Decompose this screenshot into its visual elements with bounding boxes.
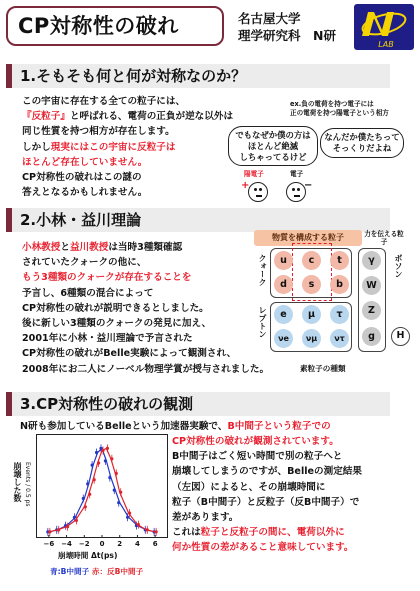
section3-line: 差があります。 [172,512,239,524]
data-point [97,461,100,464]
highlight-text: B中間子という粒子での [227,421,331,432]
electron-face-icon [286,182,306,202]
section2-line: 2008年にお二人にノーベル物理学賞が授与されました。 [22,363,270,375]
quark-b: b [330,275,349,294]
section3-body [172,434,362,556]
data-point [93,478,96,481]
particle-table [252,230,416,360]
boson-label: ボソン [394,254,403,278]
bubble-line: ほとんど絶滅 [247,141,299,151]
data-point [155,530,158,533]
lepton-tau: τ [330,305,349,324]
quark-s: s [302,275,321,294]
highlight-text: 『反粒子』 [22,111,70,123]
data-point [104,459,107,462]
data-point [57,528,60,531]
data-point [106,447,109,450]
section1-line: この宇宙に存在する全ての粒子には、 [22,96,186,107]
boson-w: W [362,276,381,295]
data-point [75,519,78,522]
x-tick-label: 0 [99,540,105,548]
section2-body [22,240,269,377]
quark-t: t [330,251,349,270]
matter-label: 物質を構成する粒子 [254,230,362,246]
x-tick-label: −6 [43,540,55,548]
series-line-0 [49,448,155,532]
chart-ylabel: Events / 0.5 ps [24,462,31,507]
section2-line: 小林教授と益川教授は当時3種類確認 [22,242,183,253]
decay-time-chart [10,432,170,582]
example-line: ex.負の電荷を持つ電子には [290,100,374,108]
section3-line: 崩壊してしまうのですが、Belleの測定結果 [172,466,362,478]
section2-line: 2001年に小林・益川理論で予言された [22,333,193,345]
section2-line: 後に新しい3種類のクォークの発見に加え、 [22,318,212,330]
chart-xlabel: 崩壊時間 Δt(ps) [58,551,118,560]
quark-u: u [274,251,293,270]
lab-logo [354,4,414,50]
data-point [101,449,104,452]
lepton-mu: μ [302,305,321,324]
section1-body [22,94,233,200]
section3-heading: 3.CP対称性の破れの観測 [6,392,390,416]
section3-line: 何か性質の差があること意味しています。 [172,542,354,554]
data-point [73,516,76,519]
x-tick-label: 4 [134,540,140,548]
data-point [115,472,118,475]
example-line: 正の電荷を持つ陽電子という相方 [290,108,389,117]
section2-heading: 2.小林・益川理論 [6,208,390,232]
particle-table-caption: 素粒子の種類 [300,364,346,373]
boson-gamma: γ [362,251,381,270]
boson-z: Z [362,301,381,320]
section3-line: （左図）によると、その崩壊時間に [172,481,326,493]
section2-line: もう3種類のクォークが存在することを [22,272,192,284]
highlight-text: 益川教授 [69,242,109,253]
chart-legend [50,566,143,577]
speech-bubble-positron [228,126,318,166]
data-point [126,516,129,519]
section2-line: CP対称性の破れがBelle実験によって観測され、 [22,348,237,360]
lepton-nue: νe [274,329,293,348]
lepton-e: e [274,305,293,324]
data-point [84,505,87,508]
electron-label: 電子 [290,170,304,178]
bubble-line: でもなぜか僕の方は [235,130,311,140]
n-lab-logo-icon [354,4,414,50]
data-point [117,501,120,504]
data-point [48,530,51,533]
lepton-label: レプトン [258,306,267,338]
section3-line: N研も参加しているBelleという加速器実験で、B中間子という粒子での [20,421,331,432]
data-point [113,489,116,492]
x-tick-label: 2 [117,540,123,548]
section3-line: CP対称性の破れが観測されています。 [172,436,339,447]
quark-c: c [302,251,321,270]
legend-blue: 青:B中間子 [50,567,90,576]
highlight-text: 粒子と反粒子の間に、電荷以外に [200,527,345,539]
lepton-numu: νμ [302,329,321,348]
data-point [137,523,140,526]
data-point [91,463,94,466]
positron-label: 陽電子 [244,170,264,178]
highlight-text: 小林教授 [22,242,61,253]
higgs-boson: H [391,327,410,346]
data-point [110,457,113,460]
section1-line: ほとんど存在していません。 [22,156,148,168]
section2-line: 予言し、6種類の混合によって [22,287,154,299]
speech-bubble-electron [320,128,404,158]
section2-line: されていたクォークの他に、 [22,257,147,269]
chart-plot-area [36,434,168,542]
data-point [108,476,111,479]
data-point [128,512,131,515]
section1-line: 『反粒子』と呼ばれる、電荷の正負が逆な以外は [22,111,234,123]
affiliation-university: 名古屋大学 [238,11,301,26]
data-point [82,497,85,500]
force-label: 力を伝える粒子 [364,230,404,246]
positron-sign: + [241,180,250,191]
section3-line: これは粒子と反粒子の間に、電荷以外に [172,527,345,539]
x-tick-label: −4 [61,540,72,548]
data-point [146,528,149,531]
highlight-text: 現実にはこの宇宙に反粒子は [50,141,176,153]
data-point [119,491,122,494]
data-point [86,482,89,485]
section1-heading: 1.そもそも何と何が対称なのか？ [6,64,390,88]
section3-line: 粒子（B中間子）と反粒子（反B中間子）で [172,496,360,508]
section1-line: CP対称性の破れはこの謎の [22,172,142,184]
legend-red: 赤：反B中間子 [91,567,144,576]
boson-g: g [362,327,381,346]
section1-line: 答えとなるかもしれません。 [22,187,148,199]
series-line-1 [49,448,155,532]
quark-d: d [274,275,293,294]
x-tick-label: 6 [152,540,158,548]
section1-line: 同じ性質を持つ相方が存在します。 [22,126,175,138]
affiliation-lab: 理学研究科 N研 [238,28,336,43]
electron-sign: − [304,180,313,191]
example-note [290,100,389,117]
x-tick-label: −2 [78,540,90,548]
bubble-line: しちゃってるけど [239,152,307,162]
bubble-line: なんだか僕たちって [324,132,400,142]
section1-line: しかし現実にはこの宇宙に反粒子は [22,141,176,153]
data-point [95,451,98,454]
page-title: CP対称性の破れ [6,6,224,46]
logo-text: LAB [378,40,394,49]
quark-label: クォーク [258,254,267,286]
positron-face-icon [248,182,268,202]
section3-line: B中間子はごく短い時間で別の粒子へと [172,451,343,463]
bubble-line: そっくりだよね [332,143,392,153]
data-point [88,493,91,496]
section2-line: CP対称性の破れが説明できるとしました。 [22,302,209,314]
chart-ylabel-jp: 崩壊した数 [13,462,22,502]
lepton-nutau: ντ [330,329,349,348]
chart-x-ticks [36,540,168,550]
data-point [66,525,69,528]
